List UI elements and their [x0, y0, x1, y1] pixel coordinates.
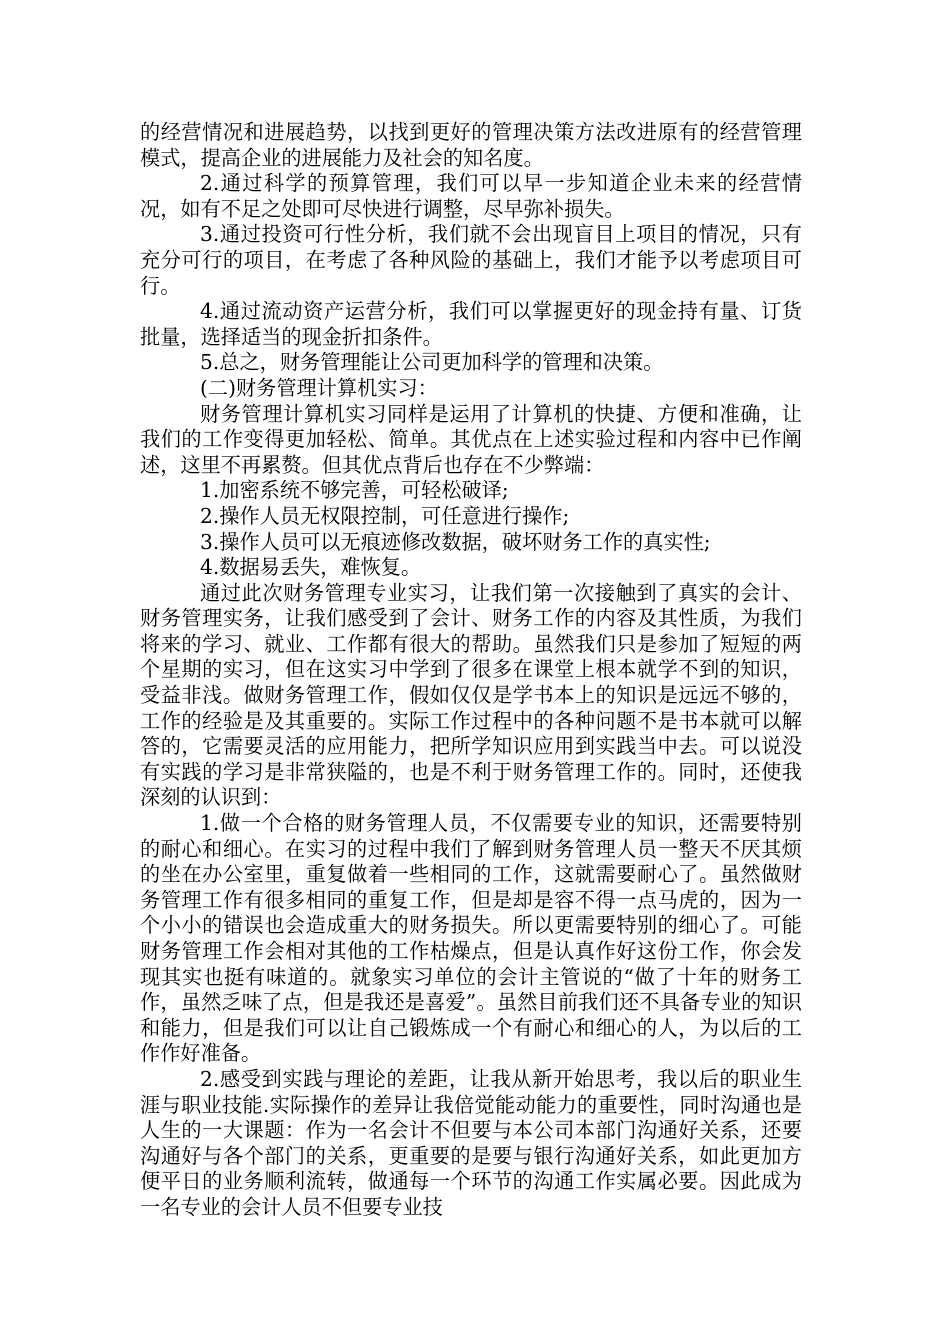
paragraph-item-3: 3.通过投资可行性分析，我们就不会出现盲目上项目的情况，只有充分可行的项目，在考虑了各种风险的基础上，我们才能予以考虑项目可行。	[140, 222, 802, 298]
paragraph-item-2: 2.通过科学的预算管理，我们可以早一步知道企业未来的经营情况，如有不足之处即可尽快进行调整，尽早弥补损失。	[140, 171, 802, 221]
section-heading: (二)财务管理计算机实习：	[200, 375, 438, 400]
paragraph-summary: 通过此次财务管理专业实习，让我们第一次接触到了真实的会计、财务管理实务，让我们感受到了会计、财务工作的内容及其性质，为我们将来的学习、就业、工作都有很大的帮助。虽然我们只是参加了短短的两个星期的实习，但在这实习中学到了很多在课堂上根本就学不到的知识，受益非浅。做财务管理工作，假如仅仅是学书本上的知识是远远不够的，工作的经验是及其重要的。实际工作过程中的各种问题不是书本就可以解答的，它需要灵活的应用能力，把所学知识应用到实践当中去。可以说没有实践的学习是非常狭隘的，也是不利于财务管理工作的。同时，还使我深刻的认识到：	[140, 580, 802, 810]
paragraph-item-4: 4.通过流动资产运营分析，我们可以掌握更好的现金持有量、订货批量，选择适当的现金折扣条件。	[140, 299, 802, 349]
paragraph-item-5: 5.总之，财务管理能让公司更加科学的管理和决策。	[200, 350, 664, 375]
paragraph-intro: 财务管理计算机实习同样是运用了计算机的快捷、方便和准确，让我们的工作变得更加轻松、简单。其优点在上述实验过程和内容中已作阐述，这里不再累赘。但其优点背后也存在不少弊端：	[140, 401, 802, 477]
drawback-item-3: 3.操作人员可以无痕迹修改数据，破坏财务工作的真实性;	[200, 529, 711, 554]
paragraph-continuation: 的经营情况和进展趋势，以找到更好的管理决策方法改进原有的经营管理模式，提高企业的进展能力及社会的知名度。	[140, 120, 802, 170]
drawback-item-4: 4.数据易丢失，难恢复。	[200, 555, 422, 580]
document-body	[140, 120, 802, 1221]
drawback-item-2: 2.操作人员无权限控制，可任意进行操作;	[200, 503, 570, 528]
insight-item-1: 1.做一个合格的财务管理人员，不仅需要专业的知识，还需要特别的耐心和细心。在实习的过程中我们了解到财务管理人员一整天不厌其烦的坐在办公室里，重复做着一些相同的工作，这就需要耐心了。虽然做财务管理工作有很多相同的重复工作，但是却是容不得一点马虎的，因为一个小小的错误也会造成重大的财务损失。所以更需要特别的细心了。可能财务管理工作会相对其他的工作枯燥点，但是认真作好这份工作，你会发现其实也挺有味道的。就象实习单位的会计主管说的“做了十年的财务工作，虽然乏味了点，但是我还是喜爱”。虽然目前我们还不具备专业的知识和能力，但是我们可以让自己锻炼成一个有耐心和细心的人，为以后的工作作好准备。	[140, 811, 802, 1066]
drawback-item-1: 1.加密系统不够完善，可轻松破译;	[200, 478, 509, 503]
insight-item-2: 2.感受到实践与理论的差距，让我从新开始思考，我以后的职业生涯与职业技能.实际操作的差异让我倍觉能动能力的重要性，同时沟通也是人生的一大课题：作为一名会计不但要与本公司本部门沟通好关系，还要沟通好与各个部门的关系，更重要的是要与银行沟通好关系，如此更加方便平日的业务顺利流转，做通每一个环节的沟通工作实属必要。因此成为一名专业的会计人员不但要专业技	[140, 1066, 802, 1219]
